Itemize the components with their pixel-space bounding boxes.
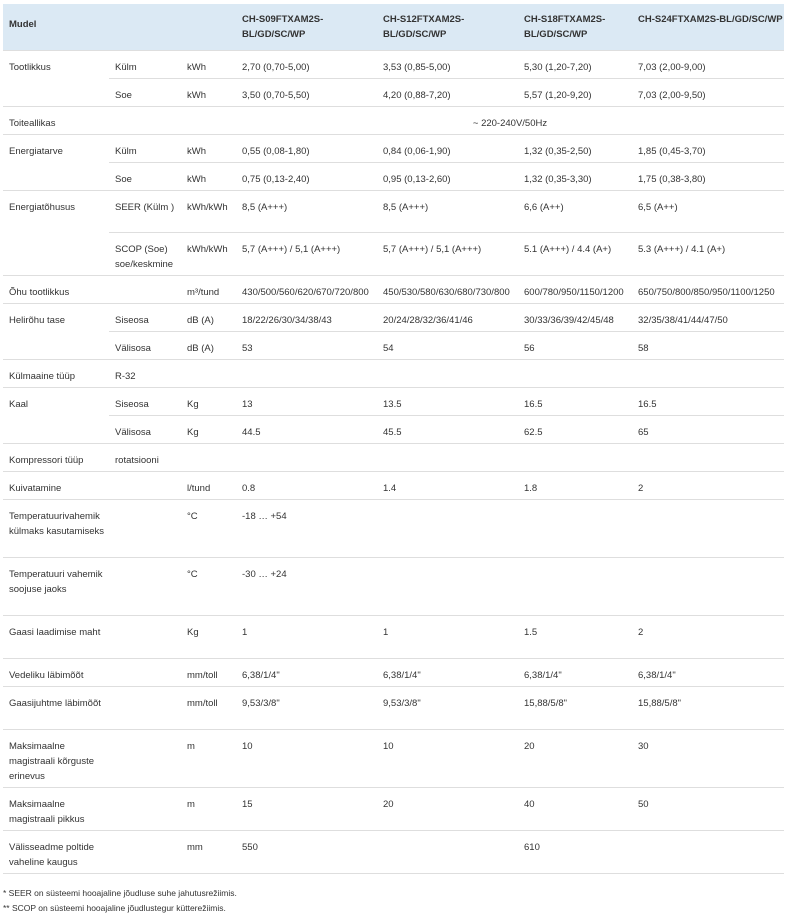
unit-cell: mm/toll: [181, 687, 236, 730]
table-row: [3, 687, 784, 730]
empty-cell: [236, 360, 377, 388]
table-row: [3, 558, 784, 616]
unit-cell: kWh: [181, 163, 236, 191]
value-cell: 62.5: [518, 416, 632, 444]
footnote-seer: * SEER on süsteemi hooajaline jõudluse suhe jahutusrežiimis.: [3, 888, 237, 898]
value-cell: 1.4: [377, 472, 518, 500]
empty-cell: [109, 730, 181, 788]
empty-cell: [632, 558, 784, 616]
value-cell: 1.5: [518, 616, 632, 659]
value-cell: 1,75 (0,38-3,80): [632, 163, 784, 191]
empty-cell: [109, 276, 181, 304]
value-cell: 4,20 (0,88-7,20): [377, 79, 518, 107]
unit-cell: °C: [181, 558, 236, 616]
empty-cell: [181, 107, 236, 135]
row-label-gas-pipe: Gaasijuhtme läbimõõt: [3, 687, 109, 730]
sub-label: Külm: [109, 135, 181, 163]
spec-table: [3, 4, 784, 874]
sub-label: SCOP (Soe) soe/keskmine: [109, 233, 181, 276]
value-cell: 7,03 (2,00-9,50): [632, 79, 784, 107]
value-cell: [377, 831, 518, 874]
value-cell: 13.5: [377, 388, 518, 416]
sub-label: Välisosa: [109, 332, 181, 360]
value-cell: 6,6 (A++): [518, 191, 632, 233]
value-cell: 56: [518, 332, 632, 360]
footnote-scop: ** SCOP on süsteemi hooajaline jõudlustegur kütterežiimis.: [3, 903, 226, 913]
value-cell: 6,38/1/4": [632, 659, 784, 687]
table-row: [3, 788, 784, 831]
row-label-pole-distance: Välisseadme poltide vaheline kaugus: [3, 831, 109, 874]
table-row: [3, 444, 784, 472]
empty-cell: [518, 558, 632, 616]
value-cell: 6,38/1/4": [236, 659, 377, 687]
value-cell: 20: [518, 730, 632, 788]
value-cell: -30 … +24: [236, 558, 377, 616]
sub-label: Külm: [109, 51, 181, 79]
value-cell: 16.5: [518, 388, 632, 416]
row-label-compressor: Kompressori tüüp: [3, 444, 109, 472]
model-header-4: CH-S24FTXAM2S-BL/GD/SC/WP: [632, 4, 784, 51]
value-cell: -18 … +54: [236, 500, 377, 558]
value-cell: 0.8: [236, 472, 377, 500]
row-label-max-length: Maksimaalne magistraali pikkus: [3, 788, 109, 831]
sub-label: Soe: [109, 79, 181, 107]
unit-cell: kWh/kWh: [181, 191, 236, 233]
table-row: [3, 107, 784, 135]
row-label-power-supply: Toiteallikas: [3, 107, 109, 135]
empty-cell: [109, 107, 181, 135]
value-cell: 45.5: [377, 416, 518, 444]
unit-cell: m³/tund: [181, 276, 236, 304]
table-header-row: [3, 4, 784, 51]
value-cell: 1: [236, 616, 377, 659]
value-cell: 0,55 (0,08-1,80): [236, 135, 377, 163]
empty-cell: [109, 558, 181, 616]
value-cell: 9,53/3/8": [236, 687, 377, 730]
row-label-energy-demand: Energiatarve: [3, 135, 109, 191]
value-cell: 1,85 (0,45-3,70): [632, 135, 784, 163]
row-label-weight: Kaal: [3, 388, 109, 444]
value-cell: 2: [632, 616, 784, 659]
model-header-3: CH-S18FTXAM2S-BL/GD/SC/WP: [518, 4, 632, 51]
value-cell: 1,32 (0,35-2,50): [518, 135, 632, 163]
value-cell: 15: [236, 788, 377, 831]
value-cell: 8,5 (A+++): [377, 191, 518, 233]
value-cell: 430/500/560/620/670/720/800: [236, 276, 377, 304]
value-cell: 13: [236, 388, 377, 416]
value-cell: 650/750/800/850/950/1100/1250: [632, 276, 784, 304]
empty-cell: [181, 444, 236, 472]
table-row: [3, 135, 784, 163]
empty-cell: [109, 472, 181, 500]
value-cell: 2,70 (0,70-5,00): [236, 51, 377, 79]
value-cell: 30: [632, 730, 784, 788]
unit-cell: Kg: [181, 616, 236, 659]
value-cell: 550: [236, 831, 377, 874]
unit-cell: kWh: [181, 51, 236, 79]
unit-cell: mm: [181, 831, 236, 874]
value-cell: 15,88/5/8": [518, 687, 632, 730]
value-cell: 50: [632, 788, 784, 831]
row-label-noise: Helirõhu tase: [3, 304, 109, 360]
empty-cell: [518, 444, 632, 472]
table-row: [3, 233, 784, 276]
value-cell: 5,7 (A+++) / 5,1 (A+++): [236, 233, 377, 276]
empty-cell: [109, 687, 181, 730]
value-cell: 0,75 (0,13-2,40): [236, 163, 377, 191]
value-cell: 16.5: [632, 388, 784, 416]
header-empty: [181, 4, 236, 51]
unit-cell: kWh/kWh: [181, 233, 236, 276]
value-cell: 10: [377, 730, 518, 788]
empty-cell: [632, 500, 784, 558]
power-supply-value: ~ 220-240V/50Hz: [236, 107, 784, 135]
unit-cell: kWh: [181, 79, 236, 107]
refrigerant-value: R-32: [109, 360, 181, 388]
unit-cell: dB (A): [181, 332, 236, 360]
table-row: [3, 831, 784, 874]
unit-cell: l/tund: [181, 472, 236, 500]
sub-label: Siseosa: [109, 304, 181, 332]
value-cell: 5,57 (1,20-9,20): [518, 79, 632, 107]
unit-cell: m: [181, 730, 236, 788]
empty-cell: [377, 500, 518, 558]
sub-label: Siseosa: [109, 388, 181, 416]
row-label-height-diff: Maksimaalne magistraali kõrguste erinevus: [3, 730, 109, 788]
value-cell: 7,03 (2,00-9,00): [632, 51, 784, 79]
value-cell: 0,84 (0,06-1,90): [377, 135, 518, 163]
row-label-temp-heat: Temperatuuri vahemik soojuse jaoks: [3, 558, 109, 616]
value-cell: 5.3 (A+++) / 4.1 (A+): [632, 233, 784, 276]
row-label-drying: Kuivatamine: [3, 472, 109, 500]
unit-cell: dB (A): [181, 304, 236, 332]
value-cell: 6,5 (A++): [632, 191, 784, 233]
empty-cell: [236, 444, 377, 472]
table-row: [3, 730, 784, 788]
value-cell: 610: [518, 831, 632, 874]
value-cell: 8,5 (A+++): [236, 191, 377, 233]
table-row: [3, 388, 784, 416]
row-label-refrigerant: Külmaaine tüüp: [3, 360, 109, 388]
table-row: [3, 304, 784, 332]
table-row: [3, 51, 784, 79]
row-label-capacity: Tootlikkus: [3, 51, 109, 107]
table-row: [3, 79, 784, 107]
value-cell: 30/33/36/39/42/45/48: [518, 304, 632, 332]
empty-cell: [109, 831, 181, 874]
table-row: [3, 500, 784, 558]
footnotes: [3, 886, 785, 916]
sub-label: Välisosa: [109, 416, 181, 444]
row-label-gas-charge: Gaasi laadimise maht: [3, 616, 109, 659]
value-cell: 6,38/1/4": [377, 659, 518, 687]
sub-label: SEER (Külm ): [109, 191, 181, 233]
table-row: [3, 163, 784, 191]
value-cell: 40: [518, 788, 632, 831]
value-cell: 20/24/28/32/36/41/46: [377, 304, 518, 332]
table-row: [3, 616, 784, 659]
empty-cell: [632, 444, 784, 472]
value-cell: 1: [377, 616, 518, 659]
value-cell: 3,50 (0,70-5,50): [236, 79, 377, 107]
value-cell: 1.8: [518, 472, 632, 500]
empty-cell: [109, 788, 181, 831]
header-empty: [109, 4, 181, 51]
model-header-label: Mudel: [3, 4, 109, 51]
value-cell: 18/22/26/30/34/38/43: [236, 304, 377, 332]
empty-cell: [377, 360, 518, 388]
empty-cell: [377, 558, 518, 616]
table-row: [3, 191, 784, 233]
value-cell: 54: [377, 332, 518, 360]
unit-cell: °C: [181, 500, 236, 558]
empty-cell: [518, 500, 632, 558]
empty-cell: [377, 444, 518, 472]
value-cell: 20: [377, 788, 518, 831]
empty-cell: [109, 659, 181, 687]
row-label-temp-cool: Temperatuurivahemik külmaks kasutamiseks: [3, 500, 109, 558]
value-cell: 65: [632, 416, 784, 444]
value-cell: 53: [236, 332, 377, 360]
value-cell: 5,30 (1,20-7,20): [518, 51, 632, 79]
value-cell: 10: [236, 730, 377, 788]
table-row: [3, 416, 784, 444]
value-cell: 32/35/38/41/44/47/50: [632, 304, 784, 332]
value-cell: 2: [632, 472, 784, 500]
value-cell: 5.1 (A+++) / 4.4 (A+): [518, 233, 632, 276]
row-label-efficiency: Energiatõhusus: [3, 191, 109, 276]
model-header-1: CH-S09FTXAM2S-BL/GD/SC/WP: [236, 4, 377, 51]
unit-cell: mm/toll: [181, 659, 236, 687]
unit-cell: kWh: [181, 135, 236, 163]
value-cell: 5,7 (A+++) / 5,1 (A+++): [377, 233, 518, 276]
value-cell: 6,38/1/4": [518, 659, 632, 687]
empty-cell: [109, 616, 181, 659]
unit-cell: Kg: [181, 416, 236, 444]
value-cell: 58: [632, 332, 784, 360]
value-cell: 15,88/5/8": [632, 687, 784, 730]
unit-cell: m: [181, 788, 236, 831]
table-row: [3, 659, 784, 687]
model-header-2: CH-S12FTXAM2S-BL/GD/SC/WP: [377, 4, 518, 51]
empty-cell: [181, 360, 236, 388]
table-row: [3, 276, 784, 304]
empty-cell: [518, 360, 632, 388]
value-cell: 44.5: [236, 416, 377, 444]
value-cell: 0,95 (0,13-2,60): [377, 163, 518, 191]
sub-label: Soe: [109, 163, 181, 191]
value-cell: 1,32 (0,35-3,30): [518, 163, 632, 191]
value-cell: 3,53 (0,85-5,00): [377, 51, 518, 79]
empty-cell: [632, 360, 784, 388]
compressor-value: rotatsiooni: [109, 444, 181, 472]
table-row: [3, 332, 784, 360]
table-row: [3, 472, 784, 500]
value-cell: 450/530/580/630/680/730/800: [377, 276, 518, 304]
value-cell: [632, 831, 784, 874]
value-cell: 600/780/950/1150/1200: [518, 276, 632, 304]
unit-cell: Kg: [181, 388, 236, 416]
value-cell: 9,53/3/8": [377, 687, 518, 730]
table-row: [3, 360, 784, 388]
empty-cell: [109, 500, 181, 558]
row-label-liquid-pipe: Vedeliku läbimõõt: [3, 659, 109, 687]
row-label-airflow: Õhu tootlikkus: [3, 276, 109, 304]
